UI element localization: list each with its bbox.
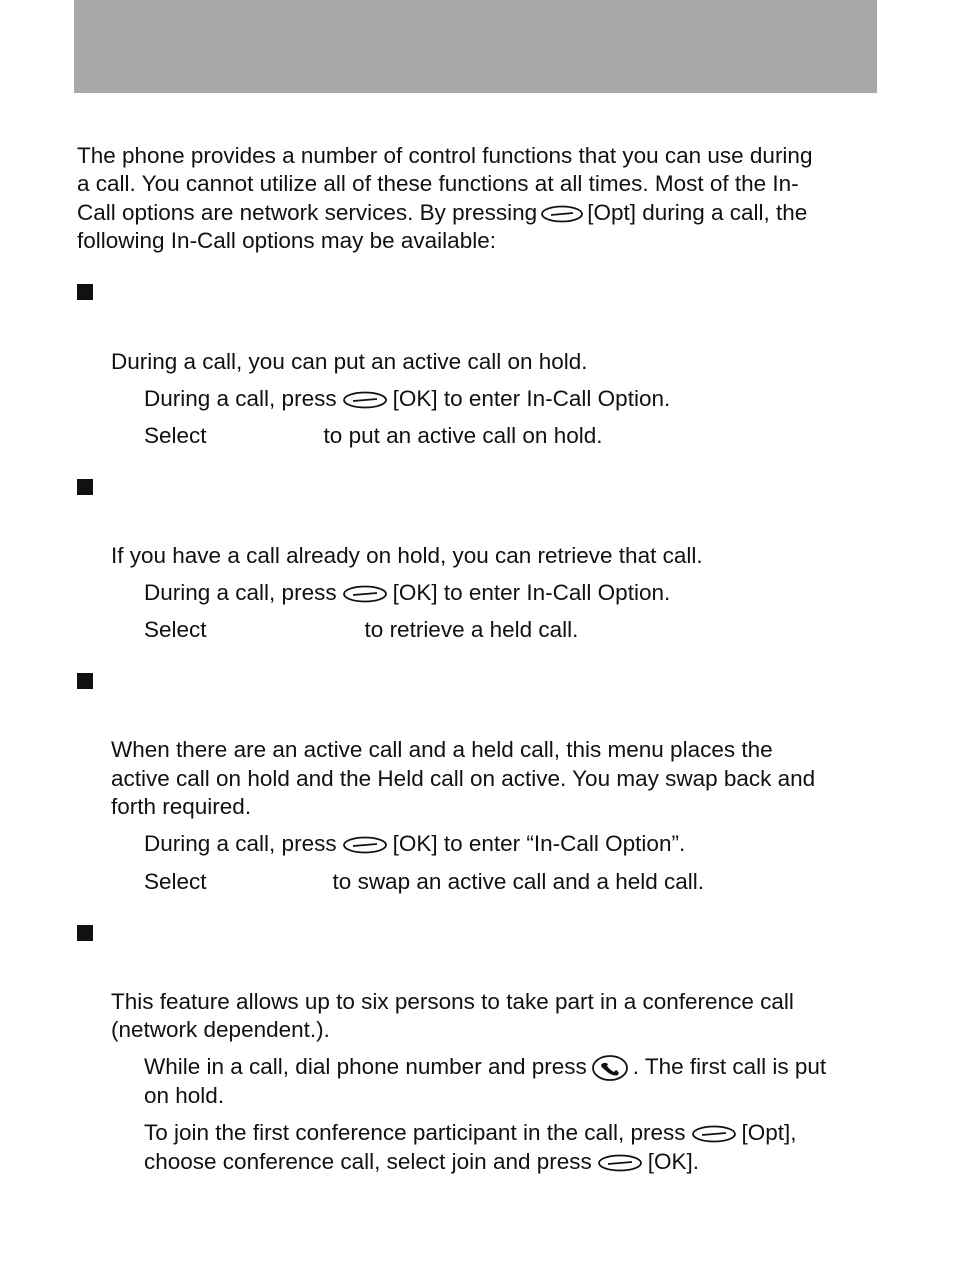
intro-line-2: a call. You cannot utilize all of these functions at all times. Most of the In- xyxy=(77,171,799,196)
conference-step-2-mid: [Opt], xyxy=(741,1120,797,1145)
retrieve-step-1-end: [OK] to enter In-Call Option. xyxy=(392,580,671,605)
hold-description: During a call, you can put an active call on hold. xyxy=(111,349,588,374)
hold-step-1-start: During a call, press xyxy=(144,386,337,411)
conference-step-2-line2-end: [OK]. xyxy=(647,1149,700,1174)
soft-key-icon xyxy=(340,584,390,604)
conference-description-2: (network dependent.). xyxy=(111,1017,330,1042)
intro-line-3 xyxy=(77,199,807,227)
swap-step-1-end: [OK] to enter “In-Call Option”. xyxy=(392,831,686,856)
retrieve-step-1 xyxy=(144,579,670,607)
conference-step-1-continued: on hold. xyxy=(144,1083,225,1108)
soft-key-icon xyxy=(689,1124,739,1144)
soft-key-icon xyxy=(340,390,390,410)
retrieve-description: If you have a call already on hold, you can retrieve that call. xyxy=(111,543,703,568)
conference-step-2-continued xyxy=(144,1148,699,1176)
soft-key-icon xyxy=(595,1153,645,1173)
section-bullet-swap xyxy=(77,673,93,689)
retrieve-step-2 xyxy=(144,616,578,644)
intro-line-1: The phone provides a number of control functions that you can use during xyxy=(77,143,813,168)
section-bullet-hold xyxy=(77,284,93,300)
swap-step-2-start: Select xyxy=(144,869,207,894)
conference-step-1 xyxy=(144,1053,826,1082)
hold-step-2 xyxy=(144,422,602,450)
swap-step-2-end: to swap an active call and a held call. xyxy=(332,869,705,894)
conference-description-1: This feature allows up to six persons to take part in a conference call xyxy=(111,989,794,1014)
swap-step-1-start: During a call, press xyxy=(144,831,337,856)
swap-step-2 xyxy=(144,868,704,896)
conference-step-2-start: To join the first conference participant in the call, press xyxy=(144,1120,686,1145)
intro-line-4: following In-Call options may be available: xyxy=(77,228,496,253)
conference-step-1-start: While in a call, dial phone number and press xyxy=(144,1054,587,1079)
soft-key-icon xyxy=(340,835,390,855)
hold-step-1-end: [OK] to enter In-Call Option. xyxy=(392,386,671,411)
conference-step-2 xyxy=(144,1119,797,1147)
retrieve-step-2-end: to retrieve a held call. xyxy=(364,617,579,642)
swap-description-2: active call on hold and the Held call on active. You may swap back and xyxy=(111,766,816,791)
swap-description-3: forth required. xyxy=(111,794,252,819)
retrieve-step-2-start: Select xyxy=(144,617,207,642)
intro-line-3-end: [Opt] during a call, the xyxy=(587,200,808,225)
conference-step-2-line2-start: choose conference call, select join and press xyxy=(144,1149,592,1174)
soft-key-icon xyxy=(540,204,584,224)
retrieve-step-1-start: During a call, press xyxy=(144,580,337,605)
section-bullet-retrieve xyxy=(77,479,93,495)
intro-line-3-start: Call options are network services. By pressing xyxy=(77,200,538,225)
hold-step-2-start: Select xyxy=(144,423,207,448)
swap-step-1 xyxy=(144,830,685,858)
section-bullet-conference xyxy=(77,925,93,941)
swap-description-1: When there are an active call and a held call, this menu places the xyxy=(111,737,773,762)
call-key-icon xyxy=(590,1054,630,1082)
hold-step-1 xyxy=(144,385,670,413)
conference-step-1-end: . The first call is put xyxy=(632,1054,827,1079)
header-bar xyxy=(74,0,877,93)
hold-step-2-end: to put an active call on hold. xyxy=(323,423,603,448)
